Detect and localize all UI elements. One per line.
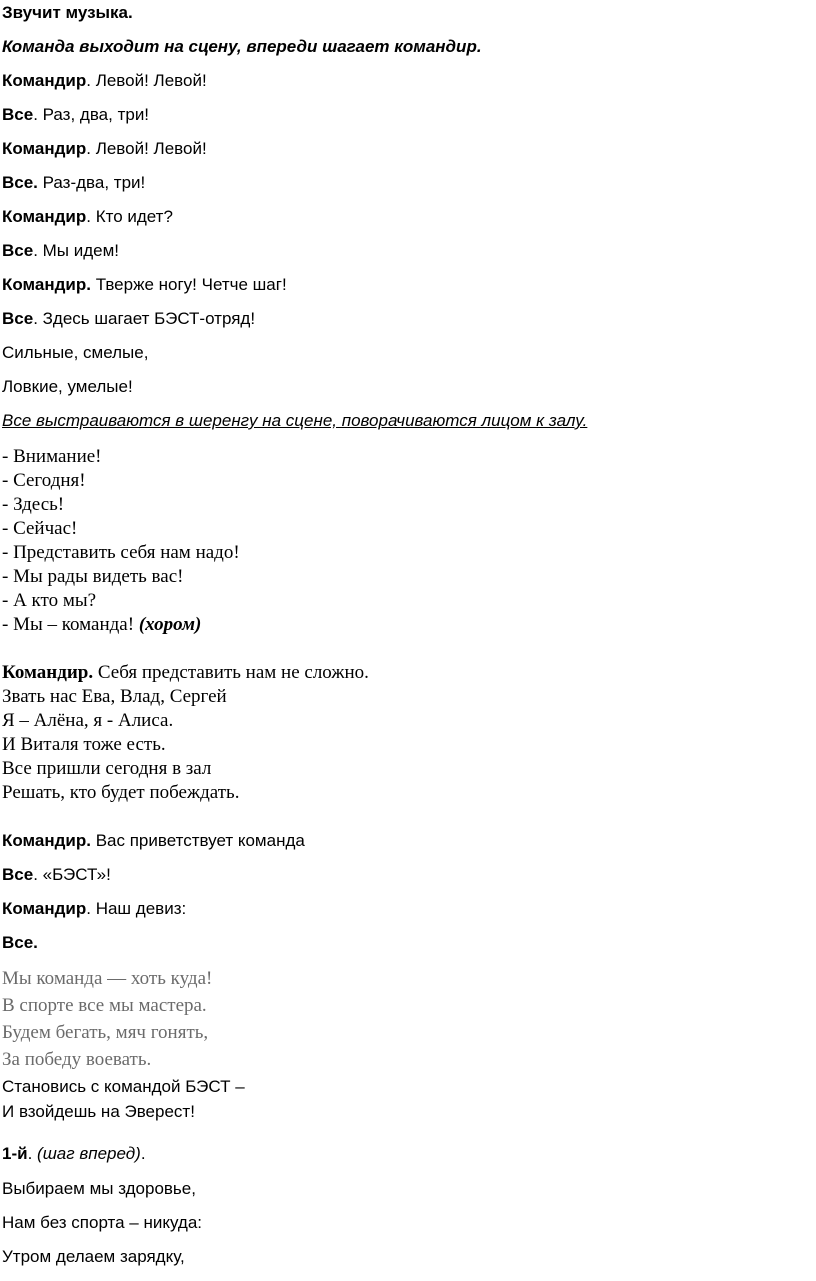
greeting-line: - Внимание! [2,446,102,467]
verse-line: Ловкие, умелые! [2,377,133,396]
dialogue-line [2,866,111,883]
speech-text: . Левой! Левой! [86,71,207,90]
dialogue-line [2,174,145,191]
separator: . [27,1144,38,1163]
greeting-line: - Мы рады видеть вас! [2,566,184,587]
stage-note: (шаг вперед) [37,1144,141,1163]
speech-text: . Кто идет? [86,207,173,226]
speaker-name: Командир. [2,831,91,850]
speaker-name: Командир. [2,275,91,294]
dialogue-line [2,934,38,951]
verse-line: Сильные, смелые, [2,343,149,362]
dialogue-line [2,242,119,259]
verse-line: Звать нас Ева, Влад, Сергей [2,686,227,707]
speaker-name: Командир. [2,662,94,683]
speaker-name: Все [2,241,34,260]
line-end: . [140,1144,146,1163]
dialogue-line [2,106,149,123]
speaker-name: Все [2,105,34,124]
speech-text: Раз-два, три! [37,173,146,192]
verse-line: Все пришли сегодня в зал [2,758,212,779]
speaker-name: Командир [2,139,87,158]
speaker-name: Все [2,865,34,884]
dialogue-line [2,72,207,89]
dialogue-line [2,208,173,225]
dialogue-line [2,140,207,157]
verse-line: Решать, кто будет побеждать. [2,782,240,803]
greeting-line: - Сейчас! [2,518,78,539]
greeting-line: - Здесь! [2,494,65,515]
speech-text: Себя представить нам не сложно. [93,662,369,683]
speaker-name: Все. [2,933,38,952]
speech-text: . Раз, два, три! [33,105,150,124]
speech-text: . Здесь шагает БЭСТ-отряд! [33,309,256,328]
motto-line: И взойдешь на Эверест! [2,1102,195,1121]
dialogue-line [2,276,287,293]
motto-line: Становись с командой БЭСТ – [2,1077,245,1096]
greeting-line [2,615,201,634]
dialogue-line [2,1145,146,1162]
speaker-name: Все. [2,173,38,192]
greeting-line: - Сегодня! [2,470,86,491]
speaker-name: Командир [2,71,87,90]
speaker-name: 1-й [2,1144,28,1163]
stage-direction: Команда выходит на сцену, впереди шагает командир. [2,37,482,56]
greeting-line: - А кто мы? [2,590,97,611]
verse-line: Выбираем мы здоровье, [2,1179,196,1198]
speaker-name: Все [2,309,34,328]
verse-line: Нам без спорта – никуда: [2,1213,203,1232]
verse-line: Я – Алёна, я - Алиса. [2,710,174,731]
dialogue-line [2,310,255,327]
motto-line: За победу воевать. [2,1049,152,1070]
speech-text: . Наш девиз: [86,899,187,918]
intro-verse-first-line [2,663,369,682]
verse-line: И Виталя тоже есть. [2,734,166,755]
chorus-note: (хором) [138,614,202,635]
motto-line: В спорте все мы мастера. [2,995,207,1016]
speaker-name: Командир [2,899,87,918]
dialogue-line [2,832,305,849]
greeting-text: - Мы – команда! [2,614,139,635]
motto-line: Мы команда — хоть куда! [2,968,213,989]
verse-line: Утром делаем зарядку, [2,1247,185,1266]
speech-text: Тверже ногу! Четче шаг! [90,275,287,294]
speech-text: . Мы идем! [33,241,120,260]
speaker-name: Командир [2,207,87,226]
speech-text: . Левой! Левой! [86,139,207,158]
dialogue-line [2,900,186,917]
music-cue: Звучит музыка. [2,3,133,22]
speech-text: . «БЭСТ»! [33,865,111,884]
speech-text: Вас приветствует команда [90,831,305,850]
motto-line: Будем бегать, мяч гонять, [2,1022,209,1043]
lineup-direction: Все выстраиваются в шеренгу на сцене, поворачиваются лицом к залу. [2,411,588,430]
greeting-line: - Представить себя нам надо! [2,542,240,563]
